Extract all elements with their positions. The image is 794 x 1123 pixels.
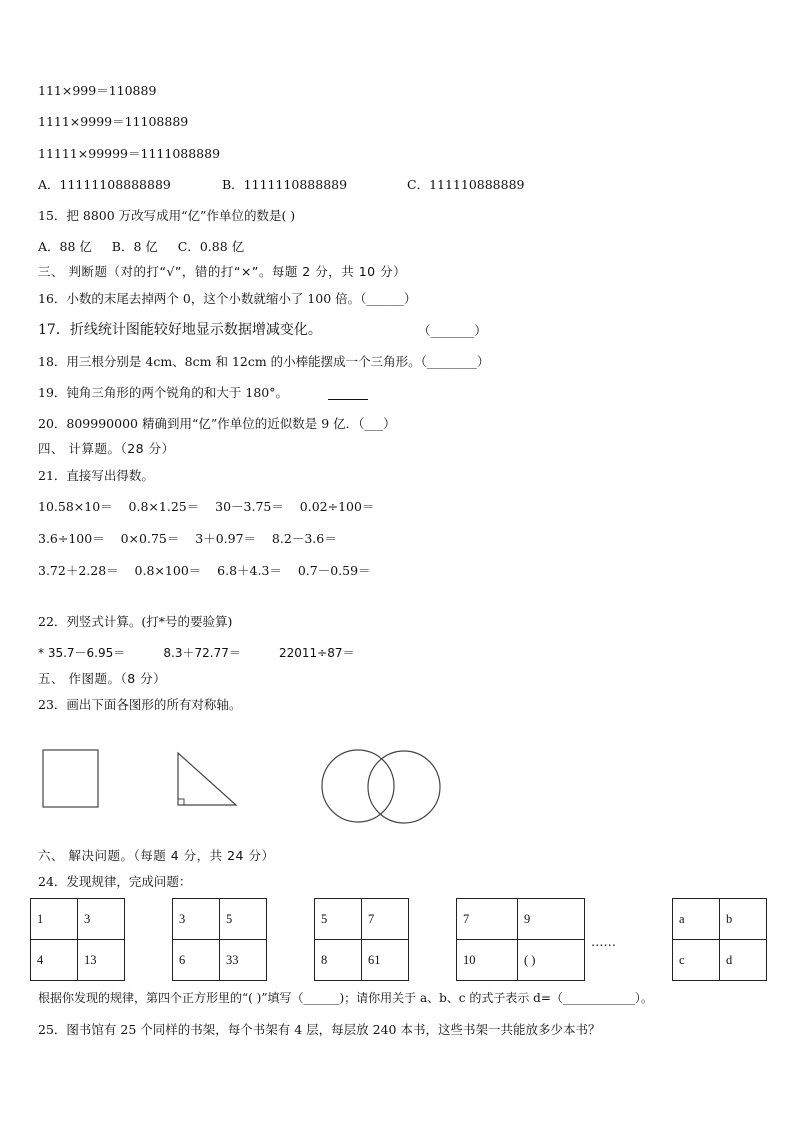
grid-cell: a (673, 899, 720, 940)
question-17: 17．折线统计图能较好地显示数据增减变化。 (38, 322, 322, 338)
square-shape (43, 750, 98, 807)
question-24: 24．发现规律，完成问题： (38, 874, 192, 889)
section-5-heading: 五、 作图题。（8 分） (38, 671, 167, 686)
section-6-heading: 六、 解决问题。（每题 4 分，共 24 分） (38, 848, 275, 863)
grid-cell: 33 (220, 940, 267, 981)
grid-cell: 4 (31, 940, 78, 981)
symmetry-shapes (0, 730, 794, 840)
grid-cell: 9 (518, 899, 585, 940)
pattern-square-3 (314, 898, 409, 981)
grid-cell: 6 (173, 940, 220, 981)
pattern-line-3: 11111×99999＝1111088889 (38, 146, 221, 161)
grid-cell: ( ) (518, 940, 585, 981)
question-19: 19．钝角三角形的两个锐角的和大于 180°。 (38, 385, 288, 400)
question-20: 20．809990000 精确到用“亿”作单位的近似数是 9 亿．（___） (38, 416, 396, 431)
right-circle-shape (368, 751, 440, 823)
question-23: 23．画出下面各图形的所有对称轴。 (38, 697, 242, 712)
question-18: 18．用三根分别是 4cm、8cm 和 12cm 的小棒能摆成一个三角形。（________） (38, 354, 490, 369)
pattern-line-2: 1111×9999＝11108889 (38, 114, 189, 129)
grid-cell: 3 (173, 899, 220, 940)
q15-options: A．88 亿 B．8 亿 C．0.88 亿 (38, 239, 245, 254)
calc-row-2: 3.6÷100＝ 0×0.75＝ 3＋0.97＝ 8.2－3.6＝ (38, 531, 337, 546)
grid-cell: 61 (362, 940, 409, 981)
grid-cell: d (720, 940, 767, 981)
grid-cell: 1 (31, 899, 78, 940)
grid-cell: 10 (457, 940, 518, 981)
grid-cell: 7 (457, 899, 518, 940)
question-25: 25．图书馆有 25 个同样的书架，每个书架有 4 层，每层放 240 本书，这些书架一共能放多少本书？ (38, 1022, 601, 1037)
q22-expressions: * 35.7－6.95＝ 8.3＋72.77＝ 22011÷87＝ (38, 646, 355, 660)
q19-answer-line (328, 389, 368, 400)
grid-cell: 5 (220, 899, 267, 940)
right-angle-mark (178, 799, 184, 805)
q14-option-b: B．1111110888889 (222, 177, 348, 192)
q14-option-a: A．11111108888889 (38, 177, 171, 192)
pattern-square-1 (30, 898, 125, 981)
pattern-square-5 (672, 898, 767, 981)
calc-row-3: 3.72＋2.28＝ 0.8×100＝ 6.8＋4.3＝ 0.7－0.59＝ (38, 563, 371, 578)
pattern-square-4 (456, 898, 585, 981)
pattern-line-1: 111×999＝110889 (38, 83, 157, 98)
question-21: 21．直接写出得数。 (38, 468, 154, 483)
q14-option-c: C．111110888889 (407, 177, 525, 192)
ellipsis: …… (591, 934, 616, 949)
section-4-heading: 四、 计算题。（28 分） (38, 441, 175, 456)
right-triangle-shape (178, 753, 236, 805)
question-15: 15．把 8800 万改写成用“亿”作单位的数是( ) (38, 208, 296, 223)
q17-answer-blank: （_______） (418, 323, 487, 338)
grid-cell: 13 (78, 940, 125, 981)
grid-cell: 3 (78, 899, 125, 940)
pattern-square-2 (172, 898, 267, 981)
left-circle-shape (322, 750, 394, 822)
grid-cell: b (720, 899, 767, 940)
section-3-heading: 三、 判断题（对的打“√”，错的打“×”。每题 2 分，共 10 分） (38, 264, 407, 279)
grid-cell: c (673, 940, 720, 981)
question-16: 16．小数的末尾去掉两个 0，这个小数就缩小了 100 倍。（______） (38, 291, 417, 306)
q24-answer-line: 根据你发现的规律，第四个正方形里的“( )”填写（______)；请你用关于 a、b、c 的式子表示 d=（____________）。 (38, 991, 653, 1005)
grid-cell: 5 (315, 899, 362, 940)
calc-row-1: 10.58×10＝ 0.8×1.25＝ 30－3.75＝ 0.02÷100＝ (38, 499, 375, 514)
grid-cell: 8 (315, 940, 362, 981)
grid-cell: 7 (362, 899, 409, 940)
question-22: 22．列竖式计算。(打*号的要验算) (38, 614, 233, 629)
